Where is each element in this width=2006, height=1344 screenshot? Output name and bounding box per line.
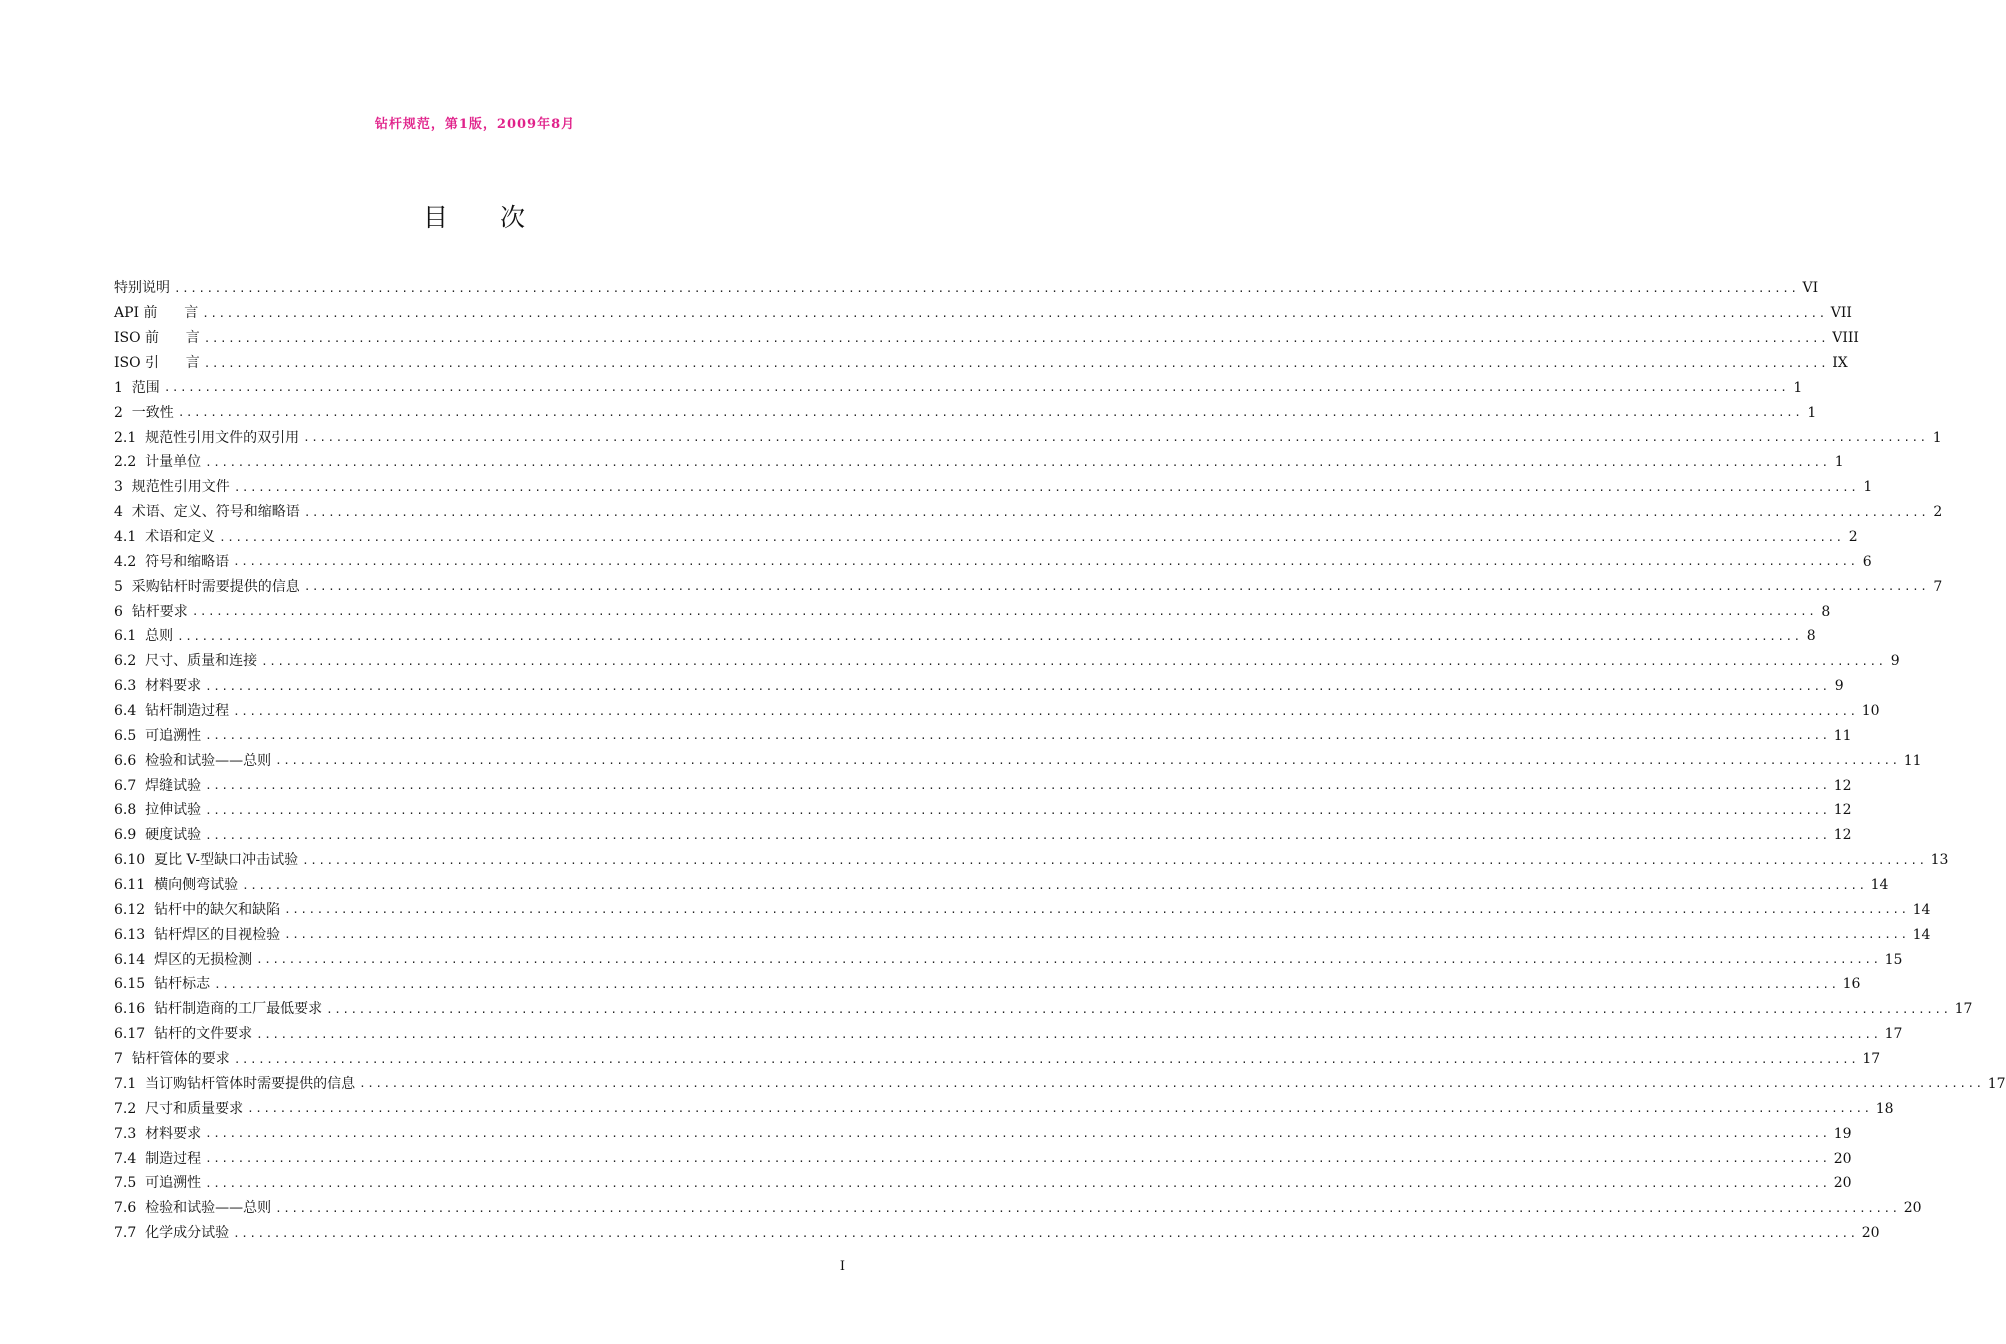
toc-leader-dots: ........................................................................................................................................................................................................ <box>214 977 1839 991</box>
toc-leader-dots: ........................................................................................................................................................................................................ <box>233 480 1859 494</box>
toc-leader-dots: ........................................................................................................................................................................................................ <box>205 803 1830 817</box>
toc-entry[interactable] <box>114 1072 2006 1097</box>
toc-entry[interactable] <box>114 301 1852 326</box>
toc-leader-dots: ........................................................................................................................................................................................................ <box>284 928 1909 942</box>
toc-entry-page: 17 <box>1987 1075 2006 1092</box>
toc-entry-label: 6.4 钻杆制造过程 <box>114 703 230 720</box>
toc-entry-label: 6.14 焊区的无损检测 <box>114 951 253 968</box>
toc-entry-label: API 前 言 <box>114 305 199 322</box>
page-title-part1: 目 <box>422 203 450 232</box>
toc-entry-label: 特别说明 <box>114 280 170 297</box>
toc-entry-label: 2.1 规范性引用文件的双引用 <box>114 429 300 446</box>
toc-leader-dots: ........................................................................................................................................................................................................ <box>174 281 1799 295</box>
toc-entry[interactable] <box>114 1221 1880 1246</box>
running-header: 钻杆规范，第1版，2009年8月 <box>374 117 576 132</box>
toc-entry[interactable] <box>114 773 1852 798</box>
toc-entry[interactable] <box>114 351 1848 376</box>
toc-entry-page: 9 <box>1834 678 1844 695</box>
toc-leader-dots: ........................................................................................................................................................................................................ <box>233 1226 1858 1240</box>
toc-entry[interactable] <box>114 972 1861 997</box>
toc-leader-dots: ........................................................................................................................................................................................................ <box>359 1077 1984 1091</box>
toc-leader-dots: ........................................................................................................................................................................................................ <box>261 654 1886 668</box>
toc-leader-dots: ........................................................................................................................................................................................................ <box>202 306 1827 320</box>
toc-leader-dots: ........................................................................................................................................................................................................ <box>177 629 1802 643</box>
toc-entry-label: 6.12 钻杆中的缺欠和缺陷 <box>114 901 281 918</box>
toc-entry[interactable] <box>114 276 1819 301</box>
toc-entry-page: 18 <box>1875 1100 1894 1117</box>
toc-leader-dots: ........................................................................................................................................................................................................ <box>303 431 1928 445</box>
toc-entry-label: 6.9 硬度试验 <box>114 827 202 844</box>
toc-entry[interactable] <box>114 947 1903 972</box>
toc-leader-dots: ........................................................................................................................................................................................................ <box>242 878 1867 892</box>
toc-leader-dots: ........................................................................................................................................................................................................ <box>203 331 1829 345</box>
toc-entry[interactable] <box>114 1196 1922 1221</box>
toc-entry-label: 7.6 检验和试验——总则 <box>114 1200 272 1217</box>
toc-leader-dots: ........................................................................................................................................................................................................ <box>205 455 1830 469</box>
table-of-contents <box>114 276 2006 1246</box>
toc-entry-label: 1 范围 <box>114 379 160 396</box>
toc-entry-label: 6.17 钻杆的文件要求 <box>114 1026 253 1043</box>
toc-entry-page: 20 <box>1833 1175 1852 1192</box>
toc-entry-label: 6.1 总则 <box>114 628 174 645</box>
toc-entry[interactable] <box>114 798 1852 823</box>
toc-entry-page: 1 <box>1793 379 1803 396</box>
toc-leader-dots: ........................................................................................................................................................................................................ <box>219 530 1844 544</box>
toc-entry-label: 7 钻杆管体的要求 <box>114 1051 230 1068</box>
toc-entry-label: 2 一致性 <box>114 404 174 421</box>
toc-entry-label: 6.16 钻杆制造商的工厂最低要求 <box>114 1001 323 1018</box>
toc-entry[interactable] <box>114 1096 1894 1121</box>
toc-entry-page: 11 <box>1903 752 1922 769</box>
toc-entry-page: 1 <box>1807 404 1817 421</box>
toc-entry-page: 14 <box>1912 901 1931 918</box>
toc-leader-dots: ........................................................................................................................................................................................................ <box>205 1152 1830 1165</box>
toc-entry[interactable] <box>114 400 1817 425</box>
toc-leader-dots: ........................................................................................................................................................................................................ <box>247 1102 1872 1116</box>
toc-entry-page: 8 <box>1806 628 1816 645</box>
page-number: I <box>839 1259 845 1274</box>
toc-entry-label: 7.7 化学成分试验 <box>114 1225 230 1242</box>
toc-entry-label: 6.10 夏比 V-型缺口冲击试验 <box>114 852 299 869</box>
toc-entry-page: 11 <box>1833 727 1852 744</box>
toc-entry-label: 6.11 横向侧弯试验 <box>114 877 239 894</box>
toc-entry[interactable] <box>114 1171 1852 1196</box>
toc-entry[interactable] <box>114 574 1943 599</box>
toc-entry[interactable] <box>114 375 1803 400</box>
toc-entry-page: 17 <box>1884 1026 1903 1043</box>
toc-entry[interactable] <box>114 599 1831 624</box>
toc-entry[interactable] <box>114 450 1844 475</box>
toc-leader-dots: ........................................................................................................................................................................................................ <box>303 505 1929 519</box>
toc-entry-label: 6.3 材料要求 <box>114 678 202 695</box>
toc-entry[interactable] <box>114 922 1931 947</box>
toc-entry-page: 13 <box>1930 852 1949 869</box>
toc-entry-label: 7.1 当订购钻杆管体时需要提供的信息 <box>114 1075 356 1092</box>
toc-leader-dots: ........................................................................................................................................................................................................ <box>205 779 1830 793</box>
toc-entry-label: 6.5 可追溯性 <box>114 727 202 744</box>
toc-entry[interactable] <box>114 897 1931 922</box>
toc-entry[interactable] <box>114 500 1943 525</box>
toc-entry[interactable] <box>114 1121 1852 1146</box>
toc-entry-page: 20 <box>1833 1150 1852 1167</box>
toc-entry[interactable] <box>114 1146 1852 1171</box>
toc-leader-dots: ........................................................................................................................................................................................................ <box>205 729 1830 743</box>
toc-entry[interactable] <box>114 475 1873 500</box>
toc-entry-page: 6 <box>1862 553 1872 570</box>
toc-entry-label: 6.15 钻杆标志 <box>114 976 211 993</box>
toc-entry-page: 19 <box>1833 1125 1852 1142</box>
toc-entry[interactable] <box>114 848 1949 873</box>
toc-entry-label: 2.2 计量单位 <box>114 454 202 471</box>
toc-leader-dots: ........................................................................................................................................................................................................ <box>177 406 1803 420</box>
toc-entry[interactable] <box>114 748 1922 773</box>
toc-leader-dots: ........................................................................................................................................................................................................ <box>205 828 1830 842</box>
toc-entry-page: 17 <box>1862 1051 1881 1068</box>
page-title <box>0 198 950 234</box>
toc-entry-page: 2 <box>1848 529 1858 546</box>
toc-entry-label: 4.1 术语和定义 <box>114 529 216 546</box>
toc-entry-page: 20 <box>1903 1200 1922 1217</box>
toc-entry[interactable] <box>114 1022 1903 1047</box>
toc-entry-label: 6.13 钻杆焊区的目视检验 <box>114 926 281 943</box>
toc-entry-page: IX <box>1832 355 1848 371</box>
toc-entry-label: 7.5 可追溯性 <box>114 1175 202 1192</box>
toc-entry-page: 1 <box>1863 479 1873 496</box>
toc-entry-label: ISO 前 言 <box>114 330 200 347</box>
toc-entry-label: 6.7 焊缝试验 <box>114 777 202 794</box>
toc-entry-label: 5 采购钻杆时需要提供的信息 <box>114 578 300 595</box>
toc-entry[interactable] <box>114 549 1872 574</box>
toc-leader-dots: ........................................................................................................................................................................................................ <box>203 356 1829 370</box>
toc-entry-label: 4.2 符号和缩略语 <box>114 553 230 570</box>
toc-entry-page: 8 <box>1821 603 1831 620</box>
toc-leader-dots: ........................................................................................................................................................................................................ <box>205 1127 1830 1141</box>
toc-leader-dots: ........................................................................................................................................................................................................ <box>233 1052 1859 1066</box>
toc-entry-label: 6.8 拉伸试验 <box>114 802 202 819</box>
toc-entry-label: ISO 引 言 <box>114 355 200 371</box>
toc-entry[interactable] <box>114 649 1900 674</box>
toc-leader-dots: ........................................................................................................................................................................................................ <box>205 1176 1830 1190</box>
toc-entry[interactable] <box>114 873 1889 898</box>
toc-entry-label: 6.2 尺寸、质量和连接 <box>114 653 258 670</box>
toc-leader-dots: ........................................................................................................................................................................................................ <box>275 754 1900 768</box>
toc-entry-label: 6.6 检验和试验——总则 <box>114 752 272 769</box>
toc-entry-page: 10 <box>1861 703 1880 720</box>
toc-leader-dots: ........................................................................................................................................................................................................ <box>163 381 1789 395</box>
toc-leader-dots: ........................................................................................................................................................................................................ <box>191 605 1817 619</box>
toc-entry[interactable] <box>114 723 1852 748</box>
toc-entry-label: 4 术语、定义、符号和缩略语 <box>114 504 300 521</box>
toc-entry-page: VII <box>1830 305 1852 322</box>
toc-entry-page: 14 <box>1870 877 1889 894</box>
toc-leader-dots: ........................................................................................................................................................................................................ <box>303 580 1929 594</box>
toc-entry-page: 17 <box>1954 1001 1973 1018</box>
toc-entry[interactable] <box>114 823 1852 848</box>
toc-entry[interactable] <box>114 624 1816 649</box>
toc-entry-label: 7.4 制造过程 <box>114 1150 202 1167</box>
toc-entry-page: VI <box>1802 280 1819 297</box>
toc-entry-label: 7.3 材料要求 <box>114 1125 202 1142</box>
toc-entry-page: 12 <box>1833 802 1852 819</box>
toc-entry-page: 2 <box>1933 504 1943 521</box>
toc-entry-page: 16 <box>1842 976 1861 993</box>
toc-entry[interactable] <box>114 997 1973 1022</box>
toc-leader-dots: ........................................................................................................................................................................................................ <box>256 953 1881 967</box>
toc-entry[interactable] <box>114 425 1942 450</box>
toc-entry-page: 12 <box>1833 777 1852 794</box>
toc-entry[interactable] <box>114 525 1858 550</box>
toc-leader-dots: ........................................................................................................................................................................................................ <box>302 853 1927 867</box>
toc-entry-page: VIII <box>1832 330 1859 347</box>
toc-leader-dots: ........................................................................................................................................................................................................ <box>233 555 1858 569</box>
toc-entry[interactable] <box>114 699 1880 724</box>
toc-leader-dots: ........................................................................................................................................................................................................ <box>256 1027 1881 1041</box>
toc-entry-page: 1 <box>1834 454 1844 471</box>
toc-entry-page: 14 <box>1912 926 1931 943</box>
toc-entry-label: 6 钻杆要求 <box>114 603 188 620</box>
toc-entry[interactable] <box>114 1047 1881 1072</box>
toc-leader-dots: ........................................................................................................................................................................................................ <box>284 903 1909 917</box>
toc-entry[interactable] <box>114 326 1859 351</box>
toc-entry-page: 1 <box>1932 429 1942 446</box>
toc-entry-label: 7.2 尺寸和质量要求 <box>114 1100 244 1117</box>
toc-entry-page: 12 <box>1833 827 1852 844</box>
toc-entry[interactable] <box>114 674 1844 699</box>
toc-entry-page: 15 <box>1884 951 1903 968</box>
toc-entry-page: 7 <box>1933 578 1943 595</box>
toc-entry-label: 3 规范性引用文件 <box>114 479 230 496</box>
toc-leader-dots: ........................................................................................................................................................................................................ <box>205 679 1830 693</box>
toc-leader-dots: ........................................................................................................................................................................................................ <box>326 1002 1951 1016</box>
toc-entry-page: 9 <box>1890 653 1900 670</box>
toc-leader-dots: ........................................................................................................................................................................................................ <box>233 704 1858 718</box>
toc-leader-dots: ........................................................................................................................................................................................................ <box>275 1201 1900 1215</box>
page-title-part2: 次 <box>500 203 528 232</box>
toc-entry-page: 20 <box>1861 1225 1880 1242</box>
